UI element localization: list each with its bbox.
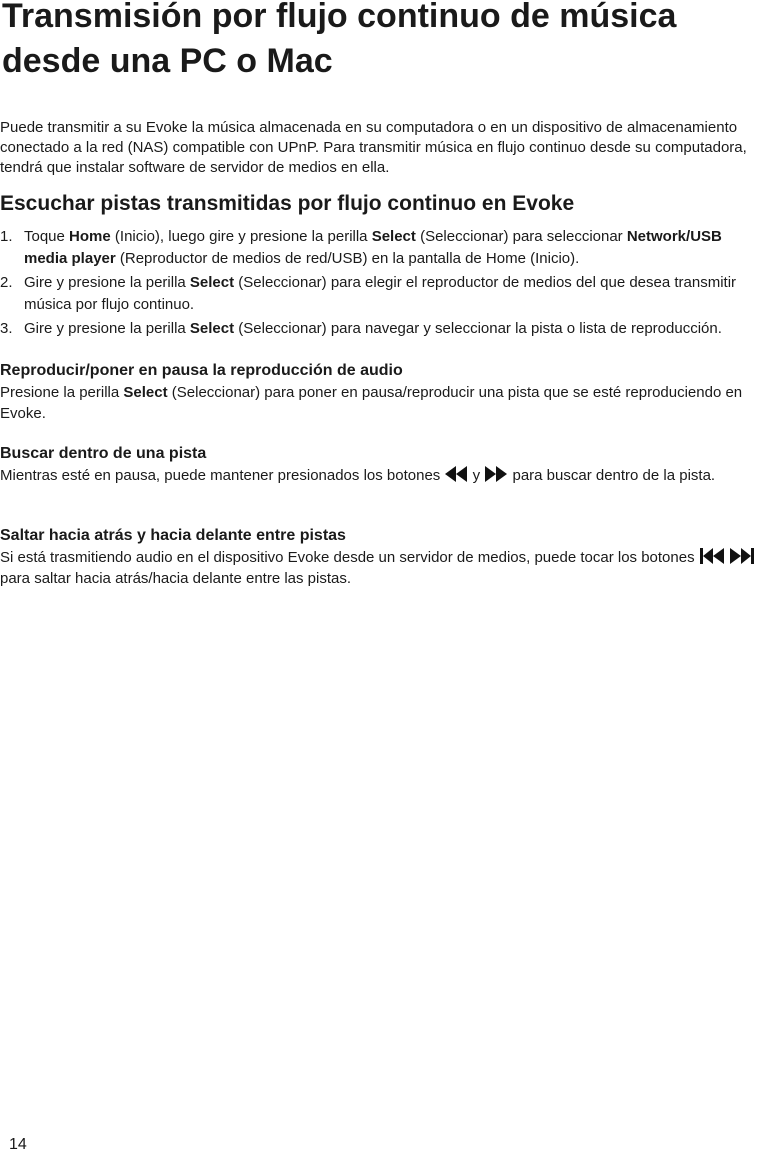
skip-previous-icon [699, 547, 725, 565]
skip-next-icon [729, 547, 755, 565]
search-section-heading: Buscar dentro de una pista [0, 445, 207, 462]
body-text: para buscar dentro de la pista. [508, 467, 716, 484]
step-bold-text: Select [189, 320, 235, 337]
body-text: y [468, 467, 485, 484]
step-text: (Seleccionar) para seleccionar [415, 228, 627, 245]
skip-section-heading: Saltar hacia atrás y hacia delante entre pistas [0, 527, 346, 544]
pause-section-heading: Reproducir/poner en pausa la reproducción de audio [0, 362, 403, 379]
listen-section-heading: Escuchar pistas transmitidas por flujo continuo en Evoke [0, 192, 575, 215]
body-text: Mientras esté en pausa, puede mantener presionados los botones [0, 467, 445, 484]
search-section-text [0, 465, 768, 486]
body-text: (Seleccionar) para poner en pausa/reproducir una pista que se esté reproduciendo en Evoke. [0, 384, 743, 422]
step-text: (Seleccionar) para navegar y seleccionar la pista o lista de reproducción. [234, 320, 722, 337]
step-text: (Inicio), luego gire y presione la perilla [110, 228, 372, 245]
step-text: (Reproductor de medios de red/USB) en la pantalla de Home (Inicio). [115, 250, 580, 267]
step-item [0, 226, 768, 270]
step-text: Gire y presione la perilla [24, 320, 190, 337]
step-bold-text: Select [371, 228, 416, 245]
skip-section [0, 525, 768, 589]
rewind-icon [444, 465, 468, 483]
step-bold-text: Network/USB media player [24, 228, 722, 267]
skip-section-text [0, 547, 768, 589]
body-text: Presione la perilla [0, 384, 124, 401]
fast-forward-icon [484, 465, 508, 483]
body-text: Si está trasmitiendo audio en el dispositivo Evoke desde un servidor de medios, puede tocar los botones [0, 549, 699, 566]
pause-section-text [0, 382, 768, 424]
page-number: 14 [9, 1136, 27, 1153]
page-title: Transmisión por flujo continuo de música desde una PC o Mac [2, 0, 677, 80]
step-text: Gire y presione la perilla [24, 274, 190, 291]
body-bold-text: Select [123, 384, 168, 401]
search-section [0, 443, 768, 486]
step-number: 1. [0, 228, 13, 245]
step-bold-text: Select [189, 274, 235, 291]
step-item [0, 318, 768, 340]
step-text: (Seleccionar) para elegir el reproductor de medios del que desea transmitir música por flujo continuo. [24, 274, 737, 313]
step-bold-text: Home [69, 228, 111, 245]
step-text: Toque [24, 228, 70, 245]
step-item [0, 272, 768, 316]
body-text: para saltar hacia atrás/hacia delante entre las pistas. [0, 570, 352, 587]
step-number: 3. [0, 320, 13, 337]
intro-paragraph: Puede transmitir a su Evoke la música almacenada en su computadora o en un dispositivo de almacenamiento conectado a la red (NAS) compatible con UPnP. Para transmitir música en flujo continuo desde su computadora, tendrá que instalar software de servidor de medios en ella. [0, 119, 747, 176]
step-number: 2. [0, 274, 13, 291]
steps-list [0, 226, 768, 342]
pause-section [0, 360, 768, 424]
